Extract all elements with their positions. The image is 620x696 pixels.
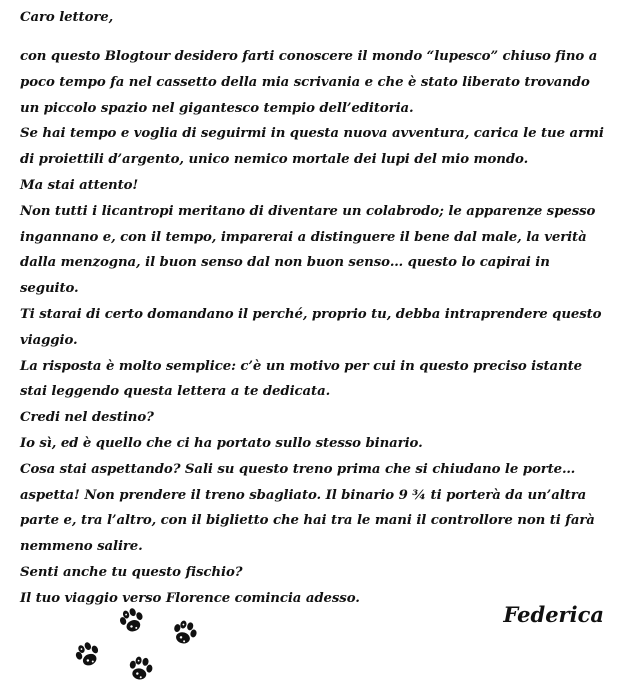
letter-paragraph: Se hai tempo e voglia di seguirmi in questa nuova avventura, carica le tue armi di proiettili d’argento, unico nemico mortale dei lupi del mio mondo.: [20, 126, 604, 168]
signature: Federica: [503, 602, 604, 627]
letter-greeting: Caro lettore,: [20, 10, 114, 25]
letter-paragraph: Senti anche tu questo fischio?: [20, 564, 243, 580]
paw-print: [171, 619, 199, 647]
letter-paragraph: Cosa stai aspettando? Sali su questo treno prima che si chiudano le porte… aspetta! Non prendere il treno sbagliato. Il binario 9 ¾ ti porterà da un’altra parte e, tra l’altro, con il biglietto che hai tra le mani il controllore non ti farà nemmeno salire.: [20, 461, 595, 555]
letter-paragraph: con questo Blogtour desidero farti conoscere il mondo “lupesco” chiuso fino a poco tempo fa nel cassetto della mia scrivania e che è stato liberato trovando un piccolo spazio nel gigantesco tempio dell’editoria.: [20, 49, 598, 116]
letter: [20, 8, 608, 612]
letter-paragraph: Credi nel destino?: [20, 410, 154, 426]
letter-paragraph: Io sì, ed è quello che ci ha portato sullo stesso binario.: [20, 435, 423, 451]
paw-prints-icon: [62, 604, 212, 688]
letter-body: [20, 44, 608, 612]
letter-paragraph: Ma stai attento!: [20, 177, 139, 193]
paw-print: [128, 655, 155, 681]
letter-paragraph: Non tutti i licantropi meritano di diventare un colabrodo; le apparenze spesso ingannano e, con il tempo, imparerai a distinguere il bene dal male, la verità dalla menzogna, il buon senso dal non buon senso… questo lo capirai in seguito.: [20, 203, 596, 297]
paw-print: [73, 639, 103, 669]
paw-print: [117, 606, 146, 635]
letter-paragraph: La risposta è molto semplice: c’è un motivo per cui in questo preciso istante stai leggendo questa lettera a te dedicata.: [20, 358, 583, 400]
letter-paragraph: Ti starai di certo domandano il perché, proprio tu, debba intraprendere questo viaggio.: [20, 306, 602, 348]
letter-paragraph: Il tuo viaggio verso Florence comincia adesso.: [20, 590, 360, 606]
